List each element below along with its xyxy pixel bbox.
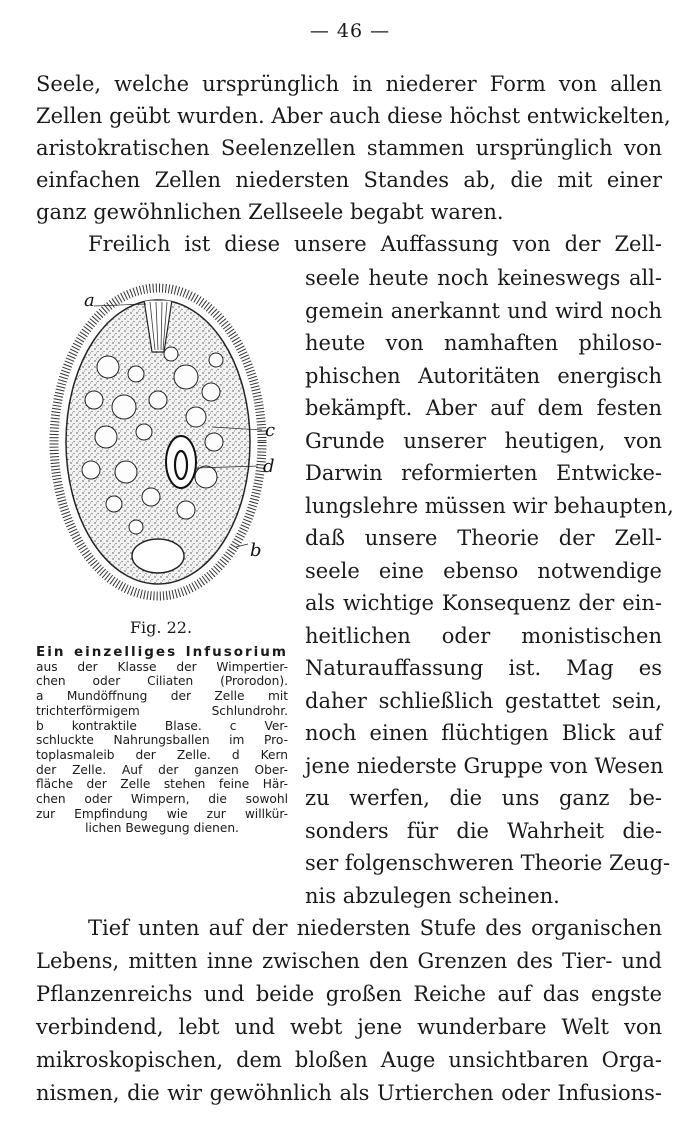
figure-label-d: d bbox=[263, 456, 275, 477]
text-line: seele heute noch keineswegs all- bbox=[305, 266, 662, 290]
text-line: Pflanzenreichs und beide großen Reiche auf das engste bbox=[36, 982, 662, 1006]
text-line: als wichtige Konsequenz der ein- bbox=[305, 591, 662, 615]
text-line: jene niederste Gruppe von Wesen bbox=[305, 753, 664, 778]
text-line: daher schließlich gestattet sein, bbox=[305, 688, 662, 713]
text-line: lungslehre müssen wir behaupten, bbox=[305, 493, 674, 518]
text-line: ser folgenschweren Theorie Zeug- bbox=[305, 851, 671, 875]
figure-label-c: c bbox=[265, 420, 276, 441]
text-line: heitlichen oder monistischen bbox=[305, 623, 662, 648]
figure-label-b: b bbox=[250, 540, 262, 561]
figure-caption-heading: Ein einzelliges Infusorium bbox=[36, 644, 288, 660]
figure-caption-line: schluckte Nahrungsballen im Pro- bbox=[36, 733, 288, 748]
text-line: Tief unten auf der niedersten Stufe des organischen bbox=[88, 916, 662, 940]
text-line: nis abzulegen scheinen. bbox=[305, 883, 560, 908]
figure-caption-line: chen oder Wimpern, die sowohl bbox=[36, 792, 288, 807]
text-line: Grunde unserer heutigen, von bbox=[305, 428, 662, 453]
figure-caption-line: chen oder Ciliaten (Prorodon). bbox=[36, 674, 288, 689]
text-line: seele eine ebenso notwendige bbox=[305, 558, 662, 583]
figure-caption-line: der Zelle. Auf der ganzen Ober- bbox=[36, 762, 288, 777]
text-line: noch einen flüchtigen Blick auf bbox=[305, 721, 662, 745]
text-line: Lebens, mitten inne zwischen den Grenzen des Tier- und bbox=[36, 949, 662, 973]
text-line: zu werfen, die uns ganz be- bbox=[305, 786, 662, 810]
text-line: Zellen geübt wurden. Aber auch diese höchst entwickelten, bbox=[36, 104, 671, 128]
figure-caption-line: lichen Bewegung dienen. bbox=[85, 821, 239, 836]
text-line: daß unsere Theorie der Zell- bbox=[305, 526, 662, 550]
text-line: phischen Autoritäten energisch bbox=[305, 363, 662, 388]
text-line: ganz gewöhnlichen Zellseele begabt waren. bbox=[36, 200, 504, 224]
text-line: gemein anerkannt und wird noch bbox=[305, 298, 662, 323]
figure-label-a: a bbox=[84, 290, 95, 311]
figure-caption-line: aus der Klasse der Wimpertier- bbox=[36, 659, 288, 674]
figure-caption-line: a Mundöffnung der Zelle mit bbox=[36, 689, 288, 704]
page-number: — 46 — bbox=[309, 20, 391, 42]
text-line: verbindend, lebt und webt jene wunderbare Welt von bbox=[36, 1015, 662, 1039]
figure-caption-line: trichterförmigem Schlundrohr. bbox=[36, 703, 288, 718]
figure-title: Fig. 22. bbox=[129, 618, 193, 637]
figure-caption-line: toplasmaleib der Zelle. d Kern bbox=[36, 747, 288, 762]
text-line: aristokratischen Seelenzellen stammen ursprünglich von bbox=[36, 136, 662, 160]
infusorium-illustration bbox=[46, 282, 282, 602]
text-line: nismen, die wir gewöhnlich als Urtierchen oder Infusions- bbox=[36, 1081, 662, 1105]
figure-caption-line: fläche der Zelle stehen feine Här- bbox=[36, 777, 288, 792]
figure-caption-line: zur Empfindung wie zur willkür- bbox=[36, 806, 288, 821]
text-line: Seele, welche ursprünglich in niederer Form von allen bbox=[36, 72, 662, 96]
text-line: Naturauffassung ist. Mag es bbox=[305, 656, 662, 680]
figure-caption bbox=[36, 645, 288, 836]
text-line: bekämpft. Aber auf dem festen bbox=[305, 396, 662, 420]
text-line: sonders für die Wahrheit die- bbox=[305, 818, 662, 843]
figure-caption-line: b kontraktile Blase. c Ver- bbox=[36, 718, 288, 733]
text-line: einfachen Zellen niedersten Standes ab, die mit einer bbox=[36, 168, 662, 192]
text-line: Darwin reformierten Entwicke- bbox=[305, 461, 662, 485]
text-line: mikroskopischen, dem bloßen Auge unsichtbaren Orga- bbox=[36, 1048, 662, 1072]
text-line: Freilich ist diese unsere Auffassung von der Zell- bbox=[88, 232, 662, 256]
text-line: heute von namhaften philoso- bbox=[305, 331, 662, 355]
